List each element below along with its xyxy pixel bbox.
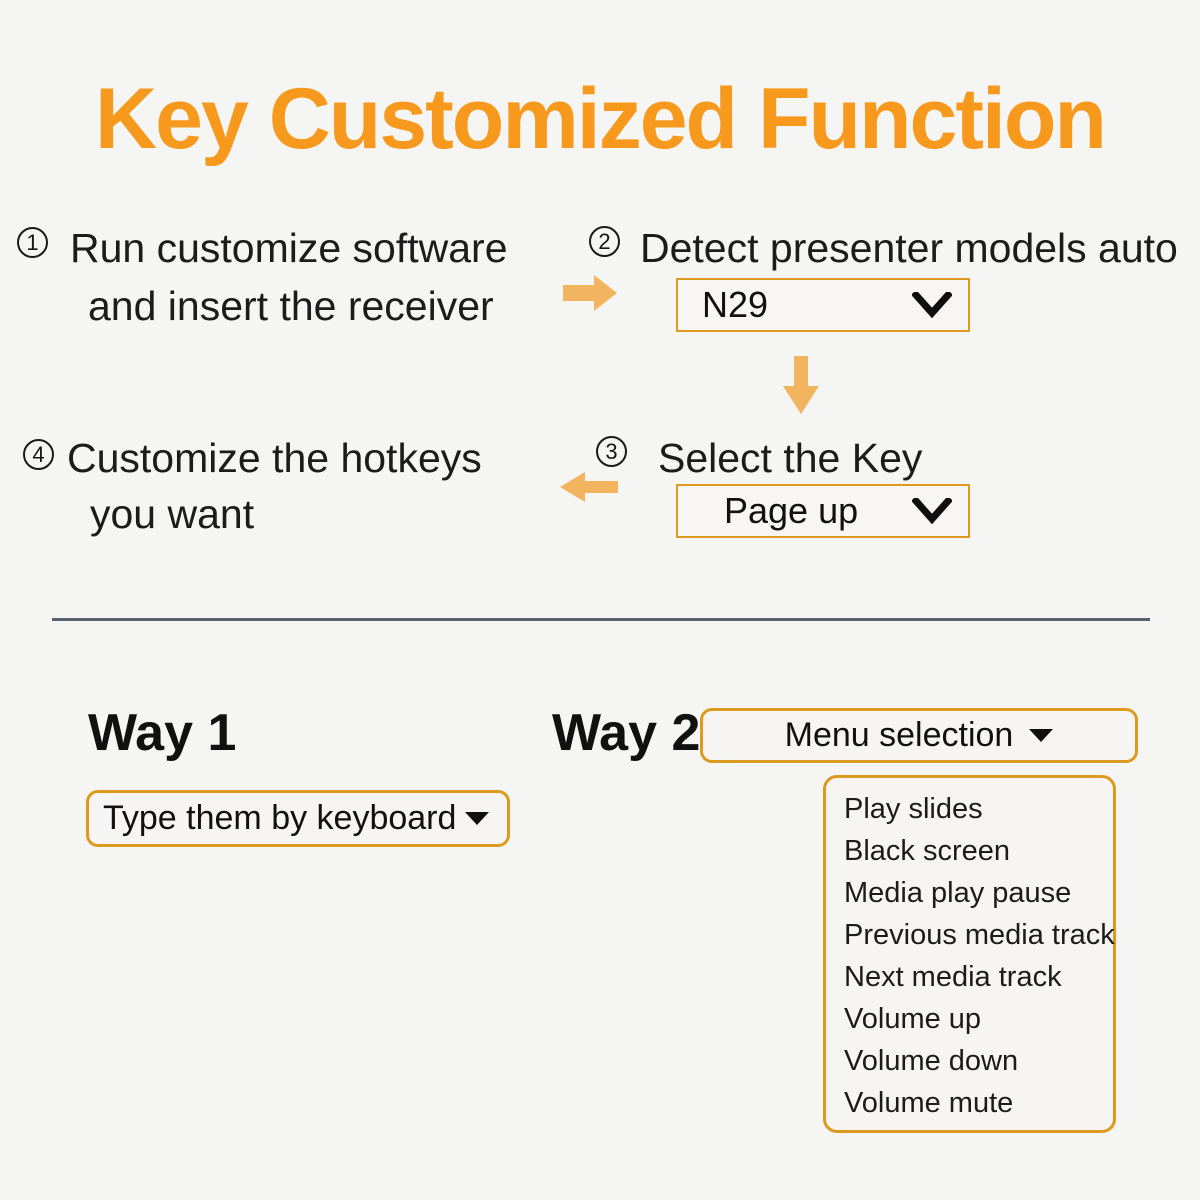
step-2-number: 2 (598, 228, 611, 254)
presenter-model-dropdown[interactable] (676, 278, 970, 332)
dropdown-triangle-icon (1029, 729, 1053, 742)
step-4-line-1: Customize the hotkeys (67, 435, 482, 481)
step-2-text (640, 219, 1178, 277)
step-1-text (70, 219, 508, 335)
menu-item-black-screen[interactable]: Black screen (844, 834, 1011, 867)
menu-item-volume-mute[interactable]: Volume mute (844, 1086, 1014, 1119)
way-2-dropdown[interactable] (700, 708, 1138, 763)
left-arrow-icon (560, 470, 618, 509)
down-arrow-icon (781, 356, 821, 419)
right-arrow-icon (563, 272, 617, 319)
step-1-number: 1 (26, 229, 39, 255)
menu-item-volume-down[interactable]: Volume down (844, 1044, 1019, 1077)
step-4-number: 4 (32, 441, 45, 467)
section-divider (52, 618, 1150, 621)
chevron-down-icon (912, 498, 952, 524)
step-4-number-badge (23, 439, 54, 470)
step-1-number-badge (17, 227, 48, 258)
step-3-text (658, 429, 922, 487)
menu-item-previous-media-track[interactable]: Previous media track (844, 918, 1115, 951)
menu-item-volume-up[interactable]: Volume up (844, 1002, 982, 1035)
dropdown-triangle-icon (465, 812, 489, 825)
page-title: Key Customized Function (95, 71, 1105, 167)
step-1-line-1: Run customize software (70, 225, 508, 271)
step-1-line-2: and insert the receiver (88, 283, 494, 329)
presenter-model-value: N29 (702, 284, 769, 325)
step-3-number: 3 (605, 438, 618, 464)
menu-item-play-slides[interactable]: Play slides (844, 792, 983, 825)
way-2-dropdown-label: Menu selection (784, 716, 1014, 754)
way-1-dropdown-label: Type them by keyboard (103, 799, 457, 837)
menu-item-next-media-track[interactable]: Next media track (844, 960, 1062, 993)
menu-item-media-play-pause[interactable]: Media play pause (844, 876, 1072, 909)
key-select-dropdown[interactable] (676, 484, 970, 538)
step-3-number-badge (596, 436, 627, 467)
step-2-label: Detect presenter models auto (640, 225, 1178, 271)
way-2-title: Way 2 (552, 704, 701, 762)
step-4-line-2: you want (90, 491, 255, 537)
way-2-menu-list (823, 775, 1116, 1133)
step-4-text (67, 430, 482, 542)
key-select-value: Page up (724, 490, 859, 531)
way-1-title: Way 1 (88, 704, 237, 762)
step-2-number-badge (589, 226, 620, 257)
chevron-down-icon (912, 292, 952, 318)
way-1-dropdown[interactable] (86, 790, 510, 847)
step-3-label: Select the Key (658, 435, 923, 481)
